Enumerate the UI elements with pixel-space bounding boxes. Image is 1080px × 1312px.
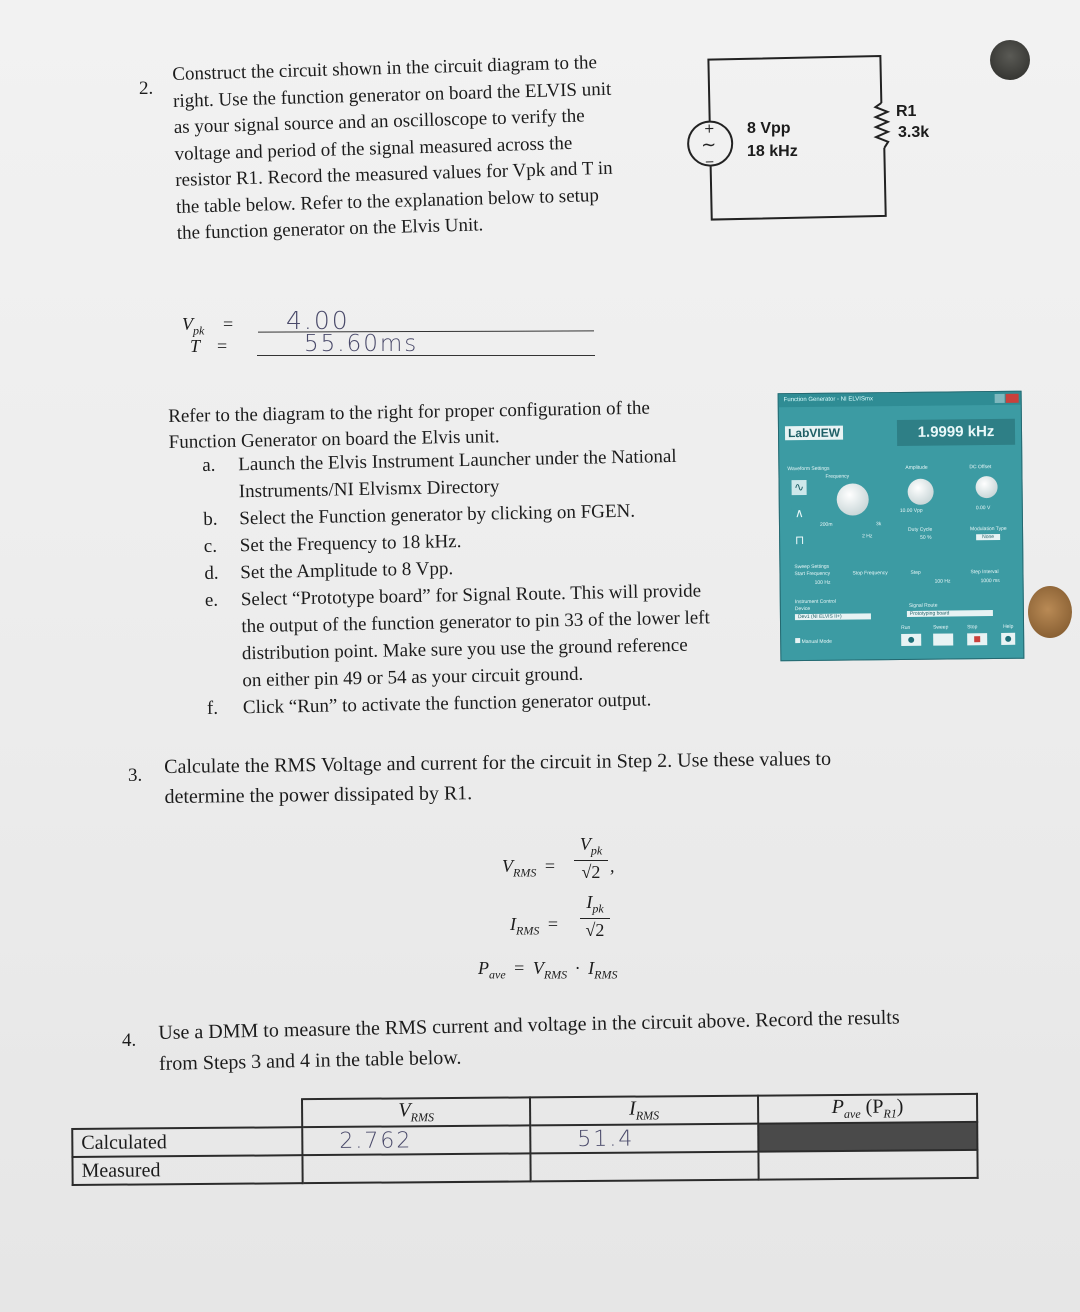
vpk-equals: = — [223, 314, 234, 334]
step-value-text: 100 — [934, 578, 943, 585]
knob-value — [862, 533, 872, 539]
stop-button[interactable] — [967, 633, 987, 645]
item-line: the output of the function generator to pin 33 of the lower left — [241, 607, 711, 638]
modulation-type-label: Modulation Type — [970, 525, 1007, 533]
cell-irms[interactable]: 51.4 — [530, 1124, 758, 1154]
help-button[interactable] — [1001, 633, 1015, 645]
table-header-irms — [530, 1096, 758, 1126]
step2-line: as your signal source and an oscilloscope to verify the — [173, 105, 585, 138]
modulation-type-select[interactable]: None — [976, 534, 1000, 540]
duty-cycle-label: Duty Cycle — [908, 526, 933, 533]
sweep-button[interactable] — [933, 633, 953, 645]
fgen-dc-offset-label: DC Offset — [969, 464, 992, 471]
start-frequency-value-text: 100 — [814, 579, 823, 586]
step2-line: Construct the circuit shown in the circuit diagram to the — [172, 52, 598, 85]
config-list — [202, 441, 787, 722]
header-irms-sub: RMS — [635, 1108, 660, 1123]
vrms-equals: = — [544, 856, 555, 876]
signal-route-select[interactable]: Prototyping board — [907, 610, 993, 617]
manual-mode-label: Manual Mode — [801, 638, 832, 646]
resistor-name: R1 — [896, 103, 917, 120]
step3-line: Calculate the RMS Voltage and current for the circuit in Step 2. Use these values to — [164, 747, 832, 778]
vpk-main: V — [579, 834, 591, 854]
square-wave-button[interactable]: ⊓ — [792, 533, 807, 548]
header-irms-main: I — [628, 1097, 636, 1120]
step-interval-value[interactable] — [981, 578, 1000, 584]
item-line: Set the Amplitude to 8 Vpp. — [240, 558, 454, 584]
item-letter: c. — [203, 535, 218, 557]
step3-line: determine the power dissipated by R1. — [164, 782, 473, 808]
step4-line: from Steps 3 and 4 in the table below. — [158, 1046, 462, 1075]
cell-vrms[interactable]: 2.762 — [302, 1125, 530, 1155]
header-pave-paren: (P — [865, 1095, 884, 1118]
run-button[interactable] — [901, 634, 921, 646]
fgen-logo: LabVIEW — [785, 426, 843, 441]
item-letter: d. — [204, 562, 219, 584]
circuit-wire — [708, 56, 881, 122]
start-frequency-value-unit: Hz — [824, 579, 831, 586]
vpk-label — [182, 314, 204, 339]
step2-line: the function generator on the Elvis Unit. — [176, 214, 484, 244]
step3-number: 3. — [128, 765, 143, 786]
irms-numerator — [580, 892, 610, 917]
amplitude-value[interactable] — [900, 508, 923, 514]
t-label: T — [190, 336, 201, 356]
duty-cycle-value[interactable] — [920, 535, 931, 541]
item-line: Select “Prototype board” for Signal Route. This will provide — [240, 580, 702, 611]
step-interval-value-text: 1000 — [980, 578, 992, 585]
cell-pave[interactable] — [758, 1122, 977, 1152]
cell-vrms[interactable] — [302, 1153, 530, 1183]
formula-pave — [478, 958, 617, 983]
fgen-frequency-display: 1.9999 kHz — [897, 419, 1015, 446]
irms-sub: RMS — [516, 923, 540, 938]
ipk-main: I — [586, 892, 593, 912]
config-item-e — [205, 576, 787, 695]
checkbox-box — [795, 638, 800, 643]
table-header-pave — [758, 1094, 977, 1124]
irms-equals: = — [547, 914, 558, 934]
vrms-main: V — [502, 856, 513, 876]
step2-line: right. Use the function generator on board the ELVIS unit — [172, 78, 612, 112]
vrms-numerator — [574, 834, 608, 859]
stop-icon — [974, 636, 980, 642]
source-frequency: 18 kHz — [747, 143, 798, 160]
step-interval-label: Step Interval — [970, 568, 999, 576]
pave-vrms-sub: RMS — [543, 967, 568, 982]
ipk-sub: pk — [592, 901, 604, 916]
binder-hole — [990, 40, 1030, 80]
fgen-waveform-label: Waveform Settings — [787, 465, 830, 473]
source-tilde: ~ — [700, 134, 717, 156]
resistor-value: 3.3k — [898, 124, 930, 141]
step-value-unit: Hz — [944, 578, 951, 585]
pave-irms-main: I — [588, 958, 595, 978]
dc-offset-value[interactable] — [976, 505, 991, 511]
duty-cycle-value-text: 50 — [920, 534, 926, 541]
help-icon — [1005, 636, 1011, 642]
signal-route-label: Signal Route — [908, 602, 938, 609]
step-value[interactable] — [935, 578, 951, 584]
vrms-lhs — [502, 856, 555, 881]
item-line: Click “Run” to activate the function generator output. — [242, 689, 652, 719]
resistor-icon — [875, 103, 888, 148]
pave-vrms-main: V — [532, 958, 544, 978]
row-label: Measured — [72, 1155, 302, 1185]
item-line: Set the Frequency to 18 kHz. — [239, 531, 462, 557]
start-frequency-label: Start Frequency — [794, 570, 831, 578]
config-intro-line: Function Generator on board the Elvis unit. — [168, 426, 500, 453]
config-intro-line: Refer to the diagram to the right for proper configuration of the — [168, 397, 651, 427]
item-line: Instruments/NI Elvismx Directory — [238, 476, 500, 503]
header-pave-close: ) — [896, 1095, 904, 1118]
fgen-amplitude-label: Amplitude — [905, 464, 928, 471]
vpk-label-main: V — [182, 314, 193, 334]
row-label: Calculated — [72, 1127, 302, 1157]
step4-line: Use a DMM to measure the RMS current and voltage in the circuit above. Record the results — [158, 1006, 900, 1044]
amplitude-value-text: 10.00 — [899, 507, 913, 515]
header-vrms-sub: RMS — [410, 1110, 434, 1125]
vpk-value: 4.00 — [286, 306, 350, 335]
item-line: Launch the Elvis Instrument Launcher under the National — [238, 445, 677, 476]
fgen-close-button[interactable] — [1006, 394, 1019, 403]
table-header-blank — [72, 1099, 302, 1129]
header-pave-sub: ave — [843, 1106, 861, 1121]
step2-line: the table below. Refer to the explanation below to setup — [175, 184, 600, 218]
irms-fraction — [580, 892, 610, 941]
sine-wave-button[interactable]: ∿ — [792, 480, 807, 495]
source-amplitude: 8 Vpp — [747, 120, 791, 137]
header-pave-paren-sub: R1 — [883, 1106, 897, 1121]
irms-denominator: √2 — [585, 919, 605, 940]
fgen-title: Function Generator - NI ELVISmx — [783, 396, 873, 404]
stop-label: Stop — [967, 624, 978, 631]
irms-main: I — [510, 914, 516, 934]
pave-irms-sub: RMS — [594, 967, 618, 982]
knob-value-unit: Hz — [866, 533, 873, 540]
step-interval-value-unit: ms — [993, 577, 1000, 585]
t-value: 55.60ms — [304, 331, 419, 357]
step2-line: voltage and period of the signal measured across the — [174, 132, 573, 165]
dc-offset-value-text: 0.00 — [975, 505, 986, 512]
fgen-titlebar — [779, 392, 1021, 408]
device-select[interactable]: Dev1 (NI ELVIS II+) — [795, 613, 871, 620]
table-header-vrms — [302, 1097, 530, 1127]
item-line: Select the Function generator by clicking on FGEN. — [239, 500, 636, 530]
amplitude-knob[interactable] — [908, 479, 934, 505]
circuit-wire — [710, 148, 885, 220]
step-label: Step — [910, 569, 921, 576]
vrms-fraction — [574, 834, 608, 883]
manual-mode-checkbox[interactable] — [795, 638, 832, 645]
header-pave-main: P — [831, 1095, 845, 1119]
fgen-min-button[interactable] — [995, 394, 1005, 403]
item-letter: e. — [204, 589, 219, 611]
cell-pave[interactable] — [758, 1150, 977, 1180]
knob-value-text: 2 — [862, 533, 865, 540]
t-equals: = — [217, 336, 228, 356]
start-frequency-value[interactable] — [815, 580, 831, 586]
step2-line: resistor R1. Record the measured values for Vpk and T in — [175, 157, 613, 191]
source-minus: − — [704, 154, 715, 169]
item-letter: f. — [206, 697, 219, 719]
pave-dot: · — [574, 958, 581, 978]
vrms-sub: RMS — [513, 865, 537, 880]
duty-cycle-value-unit: % — [927, 534, 932, 541]
item-letter: b. — [203, 508, 218, 530]
amplitude-value-unit: Vpp — [913, 507, 923, 514]
fraction-bar — [574, 860, 608, 861]
source-plus: + — [703, 121, 715, 137]
results-table — [71, 1093, 979, 1186]
header-vrms-main: V — [398, 1099, 411, 1122]
stop-frequency-label: Stop Frequency — [852, 570, 888, 577]
fraction-bar — [580, 918, 610, 919]
pave-sub: ave — [489, 967, 506, 982]
cell-irms[interactable] — [530, 1152, 758, 1182]
vpk-sub: pk — [590, 843, 603, 858]
knob-200m: 200m — [819, 521, 833, 528]
dc-offset-knob[interactable] — [975, 476, 997, 498]
vrms-denominator: √2 — [581, 861, 601, 882]
item-letter: a. — [202, 454, 216, 476]
run-label: Run — [901, 624, 911, 632]
step2-number: 2. — [139, 78, 154, 99]
sweep-settings-label: Sweep Settings — [794, 563, 830, 571]
irms-lhs — [510, 914, 558, 939]
frequency-knob[interactable] — [837, 483, 869, 515]
step4-paragraph — [158, 1000, 999, 1080]
item-line: distribution point. Make sure you use the ground reference — [241, 634, 688, 665]
step3-paragraph — [164, 743, 925, 812]
device-label: Device — [794, 605, 811, 613]
binder-hole — [1028, 586, 1072, 638]
item-line: on either pin 49 or 54 as your circuit ground. — [242, 663, 584, 692]
knob-3k: 3k — [875, 521, 882, 528]
triangle-wave-button[interactable]: ∧ — [792, 506, 807, 521]
fgen-window — [778, 391, 1025, 662]
help-label: Help — [1003, 623, 1014, 630]
pave-equals: = — [514, 958, 525, 978]
vrms-comma: , — [610, 856, 615, 876]
pave-main: P — [478, 958, 489, 978]
table-row — [72, 1150, 977, 1185]
dc-offset-value-unit: V — [986, 505, 991, 512]
fgen-frequency-label: Frequency — [825, 473, 850, 480]
run-icon — [908, 637, 914, 643]
instrument-control-label: Instrument Control — [794, 598, 836, 606]
step4-number: 4. — [122, 1030, 137, 1051]
step2-paragraph — [172, 47, 697, 247]
vpk-label-sub: pk — [193, 323, 205, 338]
sweep-label: Sweep — [933, 624, 949, 631]
